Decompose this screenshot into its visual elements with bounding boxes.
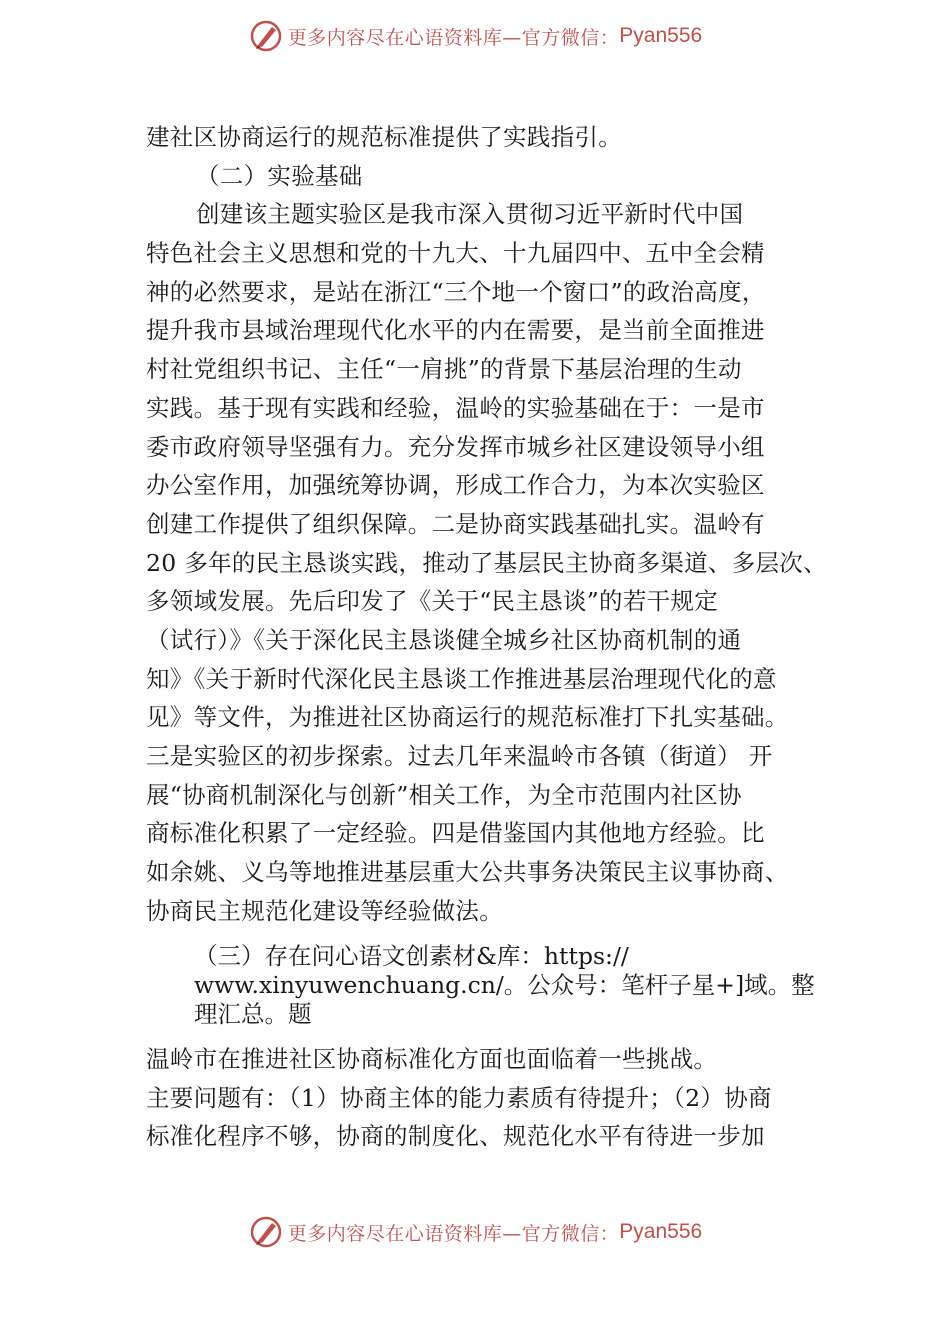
section-heading-3 [194,942,854,1029]
text-line: 如余姚、义乌等地推进基层重大公共事务决策民主议事协商、 [146,858,789,887]
pen-logo-icon [248,1214,284,1250]
text-line: 标准化程序不够，协商的制度化、规范化水平有待进一步加 [146,1122,765,1151]
text-line: 办公室作用，加强统筹协调，形成工作合力，为本次实验区 [146,471,765,500]
banner-wechat-id: Pyan556 [619,24,703,47]
header-watermark-banner [0,16,950,56]
pen-logo-icon [248,18,284,54]
text-line: www.xinyuwenchuang.cn/。公众号：笔杆子星+]域。整 [194,971,815,999]
text-line: 建社区协商运行的规范标准提供了实践指引。 [146,123,622,151]
document-body [146,118,846,930]
text-line: 展“协商机制深化与创新”相关工作，为全市范围内社区协 [146,780,742,809]
text-line: 特色社会主义思想和党的十九大、十九届四中、五中全会精 [146,239,765,268]
text-line: 实践。基于现有实践和经验，温岭的实验基础在于：一是市 [146,393,765,422]
text-line: 委市政府领导坚强有力。充分发挥市城乡社区建设领导小组 [146,432,765,461]
document-body-tail [146,1040,846,1156]
text-line: 创建该主题实验区是我市深入贯彻习近平新时代中国 [196,200,744,229]
text-line: 主要问题有：（1）协商主体的能力素质有待提升；（2）协商 [146,1083,772,1112]
footer-watermark-banner [0,1212,950,1252]
banner-wechat-id: Pyan556 [619,1220,703,1243]
text-line: 见》等文件，为推进社区协商运行的规范标准打下扎实基础。 [146,703,789,732]
text-line: 三是实验区的初步探索。过去几年来温岭市各镇（街道） 开 [146,742,773,770]
text-line: 创建工作提供了组织保障。二是协商实践基础扎实。温岭有 [146,509,765,538]
text-line: 协商民主规范化建设等经验做法。 [146,896,503,925]
text-line: 知》《关于新时代深化民主恳谈工作推进基层治理现代化的意 [146,664,777,693]
text-line: 村社党组织书记、主任“一肩挑”的背景下基层治理的生动 [146,355,742,384]
text-line: 理汇总。题 [194,1000,312,1028]
text-line: 神的必然要求，是站在浙江“三个地一个窗口”的政治高度， [146,277,766,306]
text-line: 多领域发展。先后印发了《关于“民主恳谈”的若干规定 [146,587,719,616]
text-line: 20 多年的民主恳谈实践，推动了基层民主协商多渠道、多层次、 [146,548,827,577]
section-heading: （二）实验基础 [196,161,363,190]
banner-text: 更多内容尽在心语资料库—官方微信： [287,1222,620,1245]
text-line: 提升我市县域治理现代化水平的内在需要，是当前全面推进 [146,316,765,345]
text-line: （试行）》《关于深化民主恳谈健全城乡社区协商机制的通 [146,625,742,654]
text-line: 温岭市在推进社区协商标准化方面也面临着一些挑战。 [146,1045,718,1073]
text-line: 商标准化积累了一定经验。四是借鉴国内其他地方经验。比 [146,819,765,848]
text-line: （三）存在问心语文创素材&库：https:// [194,942,629,970]
banner-text: 更多内容尽在心语资料库—官方微信： [287,26,620,49]
